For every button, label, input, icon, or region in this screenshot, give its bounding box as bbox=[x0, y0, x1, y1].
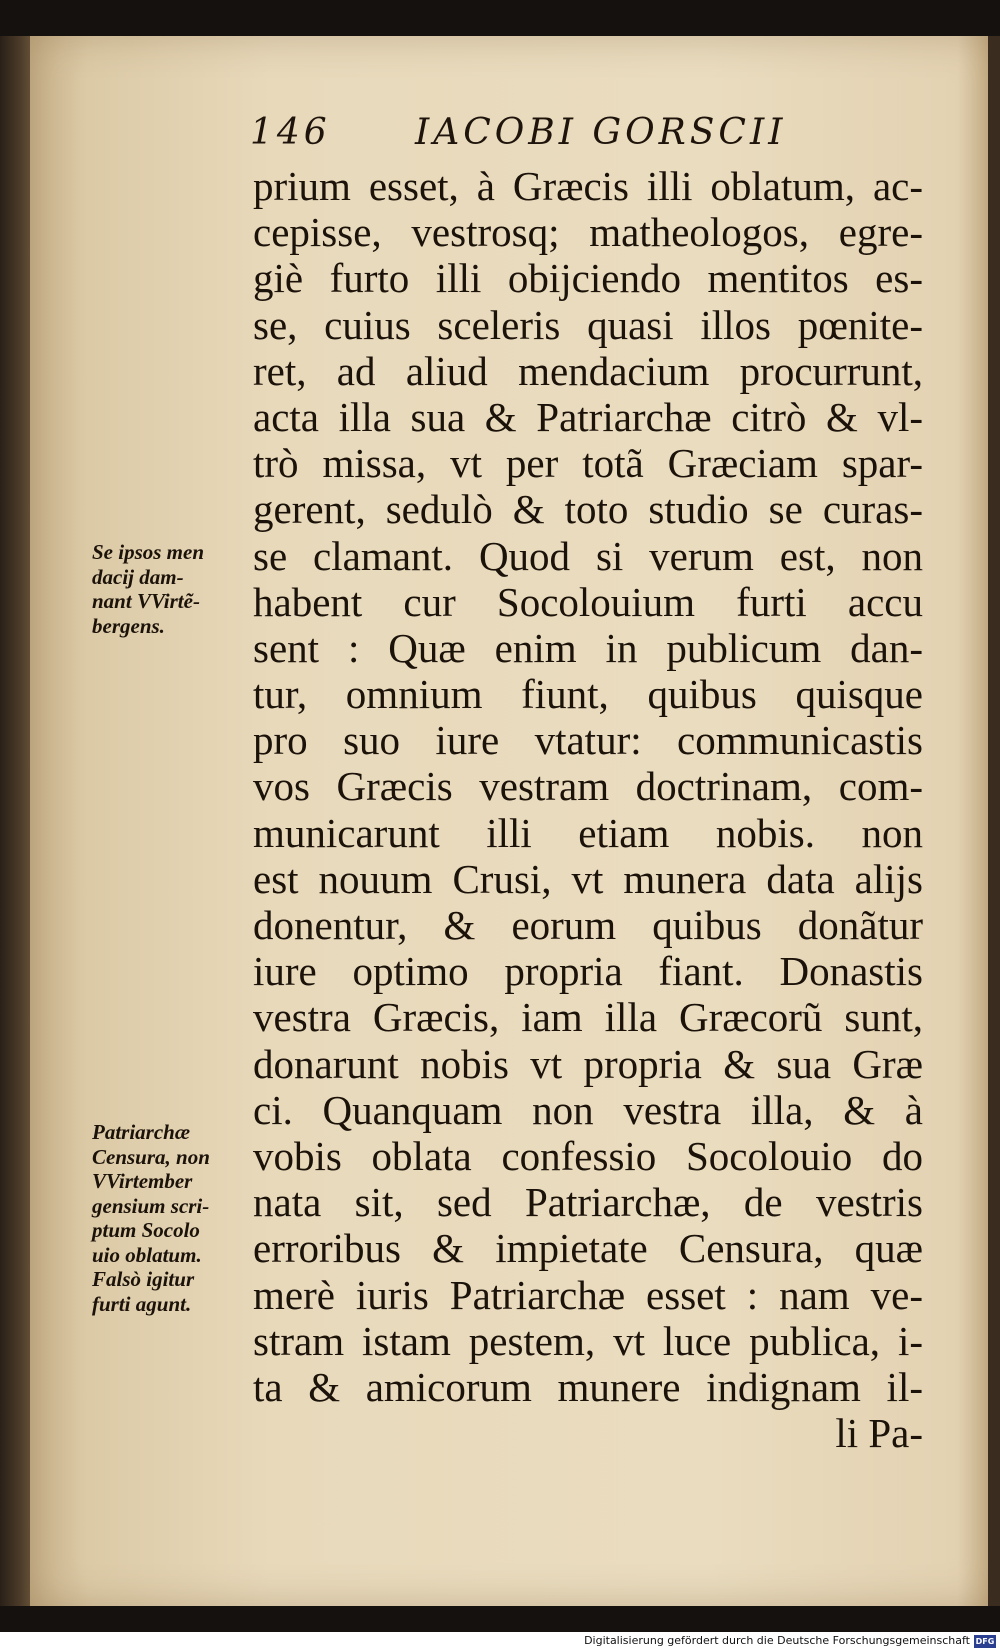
text-line: est nouum Crusi, vt munera data alijs bbox=[253, 855, 923, 902]
text-line: iure optimo propria fiant. Donastis bbox=[253, 948, 923, 995]
footer-bar bbox=[0, 1632, 1000, 1652]
text-line: erroribus & impietate Censura, quæ bbox=[253, 1225, 923, 1272]
marginal-note-line: gensium scri- bbox=[92, 1193, 210, 1218]
text-line: habent cur Socolouium furti accu bbox=[253, 578, 923, 625]
text-line: se, cuius sceleris quasi illos pœnite- bbox=[253, 301, 923, 348]
text-line: municarunt illi etiam nobis. non bbox=[253, 809, 923, 856]
page-edge bbox=[988, 36, 1000, 1606]
text-line: pro suo iure vtatur: communicastis bbox=[253, 717, 923, 764]
text-line: prium esset, à Græcis illi oblatum, ac- bbox=[253, 163, 923, 209]
text-line: acta illa sua & Patriarchæ citrò & vl- bbox=[253, 393, 923, 440]
marginal-note-line: Falsò igitur bbox=[92, 1267, 195, 1291]
text-line: nata sit, sed Patriarchæ, de vestris bbox=[253, 1179, 923, 1226]
text-line: tur, omnium fiunt, quibus quisque bbox=[253, 671, 923, 718]
text-line: vobis oblata confessio Socolouio do bbox=[253, 1132, 923, 1179]
marginal-note-line: dacij dam- bbox=[92, 564, 184, 589]
page-number: 146 bbox=[250, 112, 331, 153]
text-line: vos Græcis vestram doctrinam, com- bbox=[253, 763, 923, 810]
marginal-note-line: VVirtember bbox=[92, 1169, 193, 1193]
text-line: sent : Quæ enim in publicum dan- bbox=[253, 624, 923, 671]
marginal-note-line: Patriarchæ bbox=[92, 1120, 191, 1144]
text-line: donarunt nobis vt propria & sua Græ bbox=[253, 1040, 923, 1087]
marginal-note-line: nant VVirtẽ- bbox=[92, 589, 200, 613]
marginal-note-line: ptum Socolo bbox=[92, 1218, 200, 1242]
body-text bbox=[253, 163, 923, 1456]
text-line: merè iuris Patriarchæ esset : nam ve- bbox=[253, 1271, 923, 1318]
dfg-logo-icon: DFG bbox=[975, 1637, 995, 1646]
running-head: IACOBI GORSCII bbox=[415, 112, 787, 153]
text-line: vestra Græcis, iam illa Græcorũ sunt, bbox=[253, 994, 923, 1041]
text-line: se clamant. Quod si verum est, non bbox=[253, 532, 923, 579]
text-line: ta & amicorum munere indignam il- bbox=[253, 1363, 923, 1410]
text-line: trò missa, vt per totã Græciam spar- bbox=[253, 440, 923, 487]
page-header bbox=[250, 112, 890, 162]
marginal-note bbox=[92, 540, 252, 638]
marginal-note-line: bergens. bbox=[92, 613, 165, 638]
marginal-note-line: furti agunt. bbox=[92, 1291, 192, 1316]
marginal-note-line: Censura, non bbox=[92, 1144, 210, 1169]
marginal-note bbox=[92, 1120, 252, 1316]
footer-credit: Digitalisierung gefördert durch die Deutsche Forschungsgemeinschaft bbox=[584, 1634, 970, 1647]
text-line: donentur, & eorum quibus donãtur bbox=[253, 902, 923, 948]
marginal-note-line: uio oblatum. bbox=[92, 1242, 202, 1267]
text-line: ret, ad aliud mendacium procurrunt, bbox=[253, 347, 923, 394]
text-line: giè furto illi obijciendo mentitos es- bbox=[253, 255, 923, 302]
text-line: stram istam pestem, vt luce publica, i- bbox=[253, 1317, 923, 1364]
text-line: cepisse, vestrosq; matheologos, egre- bbox=[253, 209, 923, 256]
marginal-note-line: Se ipsos men bbox=[92, 540, 205, 564]
text-line: ci. Quanquam non vestra illa, & à bbox=[253, 1086, 923, 1133]
text-line: gerent, sedulò & toto studio se curas- bbox=[253, 486, 923, 533]
text-line: li Pa- bbox=[835, 1410, 923, 1457]
